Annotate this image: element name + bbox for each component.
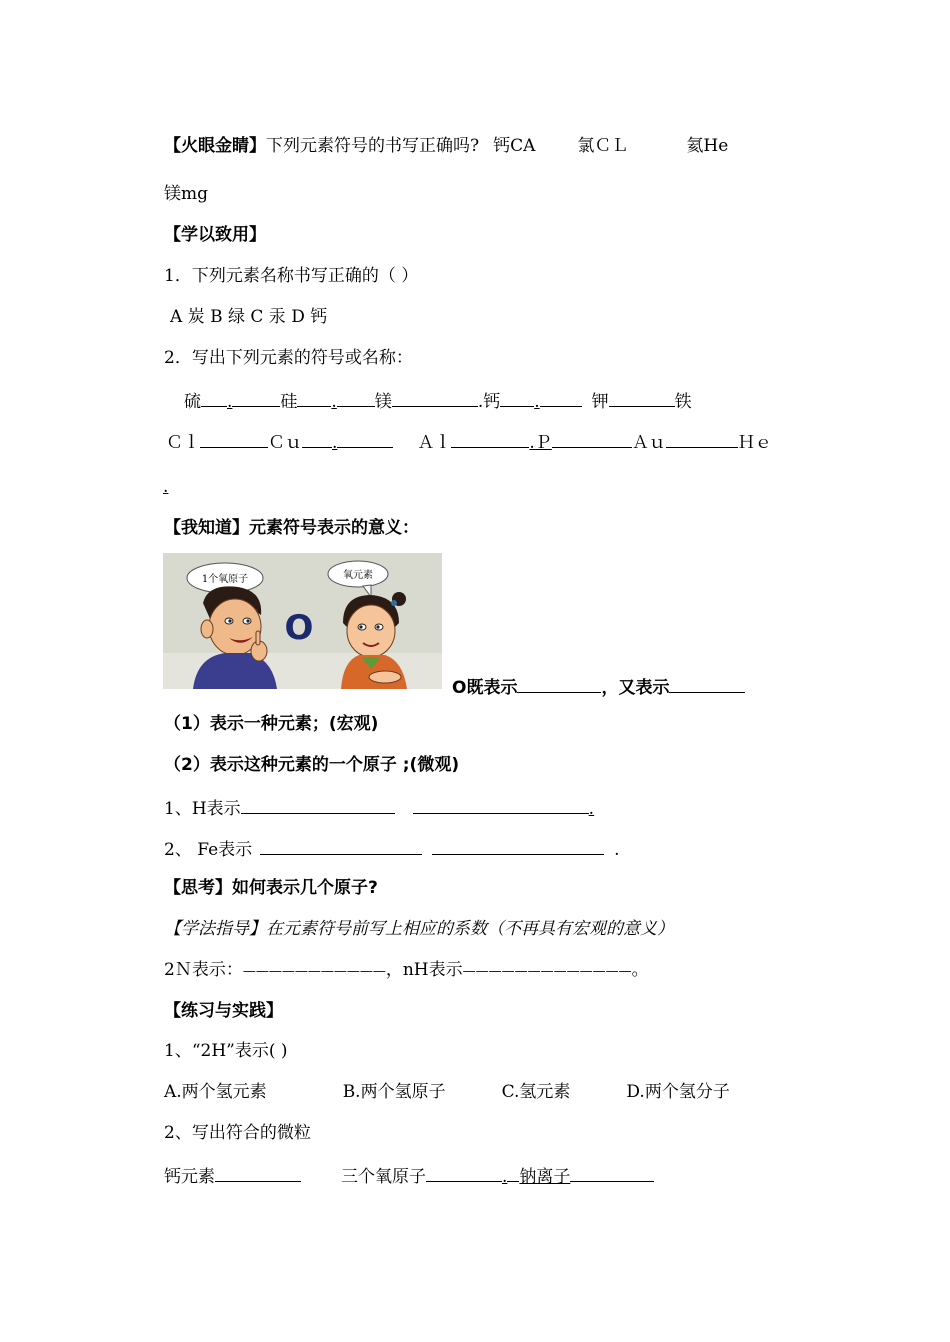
blank[interactable]	[426, 1163, 502, 1182]
blank[interactable]	[451, 429, 529, 448]
bubble-right-text: 氧元素	[343, 570, 373, 581]
label-gai-element: 钙元素	[164, 1167, 215, 1187]
huoyan-item-ca: 钙CA	[493, 136, 536, 156]
blank[interactable]	[609, 388, 675, 407]
xuefa-label: 【学法指导】	[164, 919, 266, 939]
oxygen-symbol: O	[284, 608, 314, 648]
huoyan-label: 【火眼金睛】	[164, 136, 266, 156]
h-meaning-line	[164, 795, 594, 820]
wozhidao-title: 【我知道】元素符号表示的意义：	[164, 518, 419, 538]
label-gai: .钙	[477, 392, 501, 412]
label-he: Ｈｅ	[737, 433, 772, 453]
blank[interactable]	[517, 674, 601, 693]
huoyan-question: 下列元素符号的书写正确吗?	[266, 136, 480, 156]
meaning-1: （1）表示一种元素；(宏观)	[164, 714, 379, 734]
label-three-o: 三个氧原子	[341, 1167, 426, 1187]
lianxi-title: 【练习与实践】	[164, 1001, 283, 1021]
n2-label: 2Ｎ表示：	[164, 960, 243, 980]
blank[interactable]	[302, 429, 332, 448]
blank[interactable]	[570, 1163, 654, 1182]
option-a: A.两个氢元素	[164, 1082, 267, 1102]
label-p: .Ｐ	[529, 433, 552, 453]
xueyi-q1: 1．下列元素名称书写正确的（ ）	[164, 266, 419, 286]
meaning-2: （2）表示这种元素的一个原子 ;(微观)	[164, 755, 460, 775]
xueyi-q1-options: A 炭 B 绿 C 汞 D 钙	[170, 307, 328, 327]
lianxi-q2: 2、写出符合的微粒	[164, 1123, 311, 1143]
blank[interactable]	[201, 388, 227, 407]
blank[interactable]	[297, 388, 331, 407]
sikao-title: 【思考】如何表示几个原子?	[164, 878, 378, 898]
blank[interactable]	[337, 388, 375, 407]
blank[interactable]	[392, 388, 478, 407]
blank[interactable]	[215, 1163, 301, 1182]
xueyi-title: 【学以致用】	[164, 225, 266, 245]
label-cu: Ｃｕ	[268, 433, 302, 453]
blank[interactable]	[507, 1163, 519, 1182]
fe-label: 2、 Fe表示	[164, 840, 253, 860]
nh-label: ，nH表示	[385, 960, 463, 980]
blank-dot: .	[332, 433, 338, 453]
lianxi-q2-line	[164, 1163, 654, 1188]
bubble-left-text: 1个氧原子	[201, 574, 249, 585]
n2-line	[164, 959, 649, 983]
blank[interactable]	[669, 674, 745, 693]
blank-dot: .	[227, 392, 233, 412]
blank[interactable]	[552, 429, 632, 448]
o-means-label: O既表示	[452, 678, 518, 698]
row-end-dot: .	[163, 477, 169, 497]
option-b: B.两个氢原子	[342, 1082, 446, 1102]
blank[interactable]	[337, 429, 393, 448]
blank-dot: .	[534, 392, 540, 412]
and-means-label: ，又表示	[601, 678, 670, 698]
label-al: Ａｌ	[417, 433, 452, 453]
end-mark: 。	[631, 960, 649, 980]
xuefa-text: 在元素符号前写上相应的系数（不再具有宏观的意义）	[266, 919, 674, 939]
huoyan-item-cl: 氯ＣＬ	[577, 136, 629, 156]
lianxi-q1: 1、“2H”表示( )	[164, 1041, 288, 1061]
xueyi-q2: 2．写出下列元素的符号或名称：	[164, 348, 413, 368]
label-au: Ａｕ	[631, 433, 666, 453]
blank[interactable]	[540, 388, 582, 407]
label-mei: 镁	[374, 392, 392, 412]
option-c: C.氢元素	[501, 1082, 571, 1102]
label-liu: 硫	[184, 392, 201, 412]
huoyan-item-mg: 镁mg	[164, 184, 209, 204]
label-tie: 铁	[674, 392, 692, 412]
huoyan-question-line	[164, 135, 728, 157]
blank[interactable]	[500, 388, 534, 407]
xueyi-q2-row2	[166, 429, 772, 454]
fe-meaning-line	[164, 836, 620, 861]
label-gui: 硅	[280, 392, 298, 412]
xuefa-line	[164, 918, 674, 940]
period: .	[614, 840, 620, 860]
option-d: D.两个氢分子	[626, 1082, 730, 1102]
label-jia: 钾	[591, 392, 609, 412]
h-label: 1、H表示	[164, 799, 241, 819]
label-cl: Ｃｌ	[166, 433, 200, 453]
lianxi-q1-options	[164, 1081, 730, 1103]
o-meaning-line	[452, 674, 745, 699]
blank[interactable]	[413, 795, 589, 814]
blank[interactable]	[666, 429, 738, 448]
blank[interactable]	[200, 429, 268, 448]
period: .	[588, 799, 595, 819]
label-na-ion: 钠离子	[519, 1167, 571, 1187]
xueyi-q2-row1	[184, 388, 692, 413]
oxygen-illustration	[163, 553, 442, 689]
blank[interactable]	[232, 388, 280, 407]
nh-blank[interactable]: —————————————	[462, 964, 632, 979]
huoyan-item-he: 氦He	[686, 136, 729, 156]
blank[interactable]	[241, 795, 395, 814]
n2-blank[interactable]: ———————————	[242, 964, 386, 979]
blank[interactable]	[260, 836, 422, 855]
blank[interactable]	[432, 836, 604, 855]
blank-dot: .	[502, 1167, 508, 1187]
blank-dot: .	[331, 392, 337, 412]
